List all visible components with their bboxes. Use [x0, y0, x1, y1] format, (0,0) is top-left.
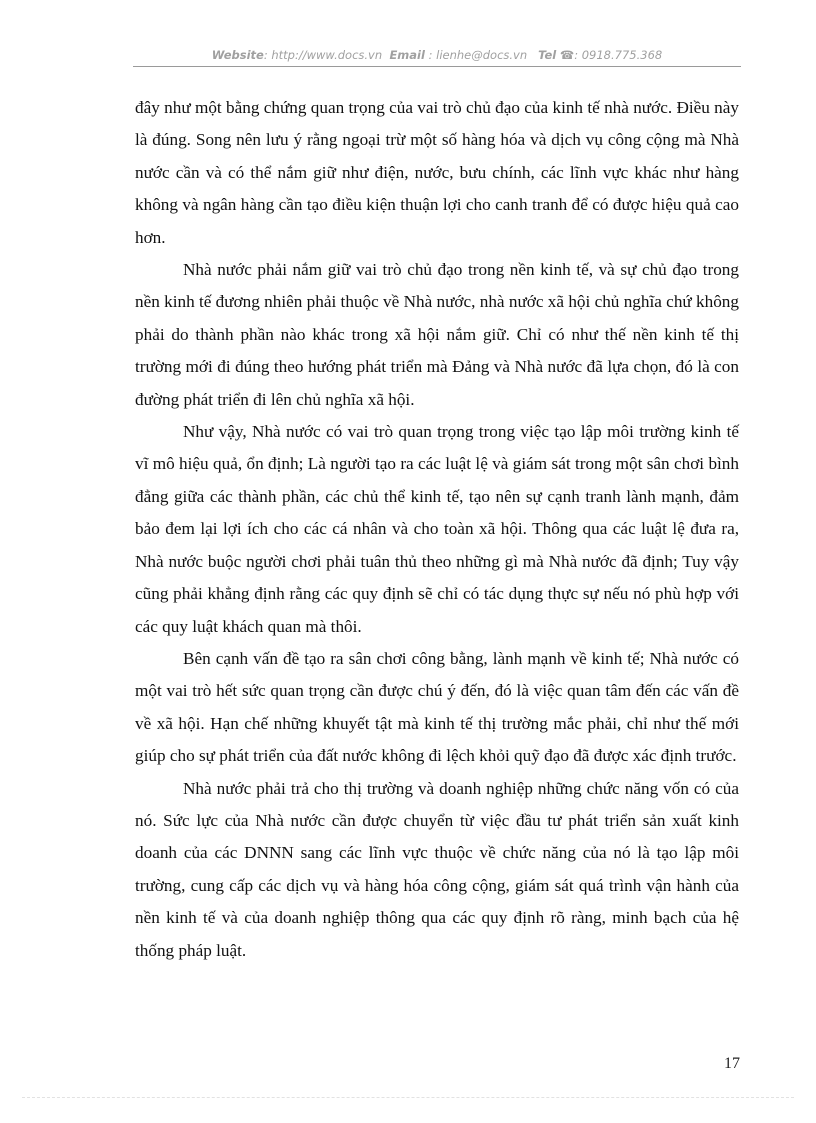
paragraph-4: Bên cạnh vấn đề tạo ra sân chơi công bằng, lành mạnh về kinh tế; Nhà nước có một vai trò hết sức quan trọng cần được chú ý đến, đó là việc quan tâm đến các vấn đề về xã hội. Hạn chế những khuyết tật mà kinh tế thị trường mắc phải, chỉ như thế mới giúp cho sự phát triển của đất nước không đi lệch khỏi quỹ đạo đã được xác định trước.	[135, 648, 739, 766]
website-label: Website	[211, 48, 264, 62]
phone-icon: ☎	[559, 48, 575, 62]
email-value[interactable]: : lienhe@docs.vn	[424, 48, 528, 62]
paragraph-1: đây như một bằng chứng quan trọng của vai trò chủ đạo của kinh tế nhà nước. Điều này là đúng. Song nên lưu ý rằng ngoại trừ một số hàng hóa và dịch vụ công cộng mà Nhà nước cần và có thể nắm giữ như điện, nước, bưu chính, các lĩnh vực khác như hàng không và ngân hàng cần tạo điều kiện thuận lợi cho canh tranh để có được hiệu quả cao hơn.	[135, 98, 739, 247]
website-value[interactable]: : http://www.docs.vn	[263, 48, 383, 62]
page-bottom-divider	[22, 1097, 794, 1098]
tel-label: Tel	[538, 48, 557, 62]
paragraph-5: Nhà nước phải trả cho thị trường và doanh nghiệp những chức năng vốn có của nó. Sức lực của Nhà nước cần được chuyển từ việc đầu tư phát triển sản xuất kinh doanh của các DNNN sang các lĩnh vực thuộc về chức năng của nó là tạo lập môi trường, cung cấp các dịch vụ và hàng hóa công cộng, giám sát quá trình vận hành của nền kinh tế và của doanh nghiệp thông qua các quy định rõ ràng, minh bạch của hệ thống pháp luật.	[135, 778, 739, 960]
document-body	[135, 92, 739, 967]
header-divider	[133, 66, 741, 67]
page-header	[133, 48, 741, 62]
paragraph-3: Như vậy, Nhà nước có vai trò quan trọng trong việc tạo lập môi trường kinh tế vĩ mô hiệu quả, ổn định; Là người tạo ra các luật lệ và giám sát trong một sân chơi bình đẳng giữa các thành phần, các chủ thể kinh tế, tạo nên sự cạnh tranh lành mạnh, đảm bảo đem lại lợi ích cho các cá nhân và cho toàn xã hội. Thông qua các luật lệ đưa ra, Nhà nước buộc người chơi phải tuân thủ theo những gì mà Nhà nước đã định; Tuy vậy cũng phải khẳng định rằng các quy định sẽ chỉ có tác dụng thực sự nếu nó phù hợp với các quy luật khách quan mà thôi.	[135, 422, 739, 636]
paragraph-2: Nhà nước phải nắm giữ vai trò chủ đạo trong nền kinh tế, và sự chủ đạo trong nền kinh tế đương nhiên phải thuộc về Nhà nước, nhà nước xã hội chủ nghĩa chứ không phải do thành phần nào khác trong xã hội nắm giữ. Chỉ có như thế nền kinh tế thị trường mới đi đúng theo hướng phát triển mà Đảng và Nhà nước đã lựa chọn, đó là con đường phát triển đi lên chủ nghĩa xã hội.	[135, 260, 739, 409]
email-label: Email	[389, 48, 425, 62]
page-number: 17	[724, 1055, 740, 1072]
tel-value: : 0918.775.368	[574, 48, 663, 62]
